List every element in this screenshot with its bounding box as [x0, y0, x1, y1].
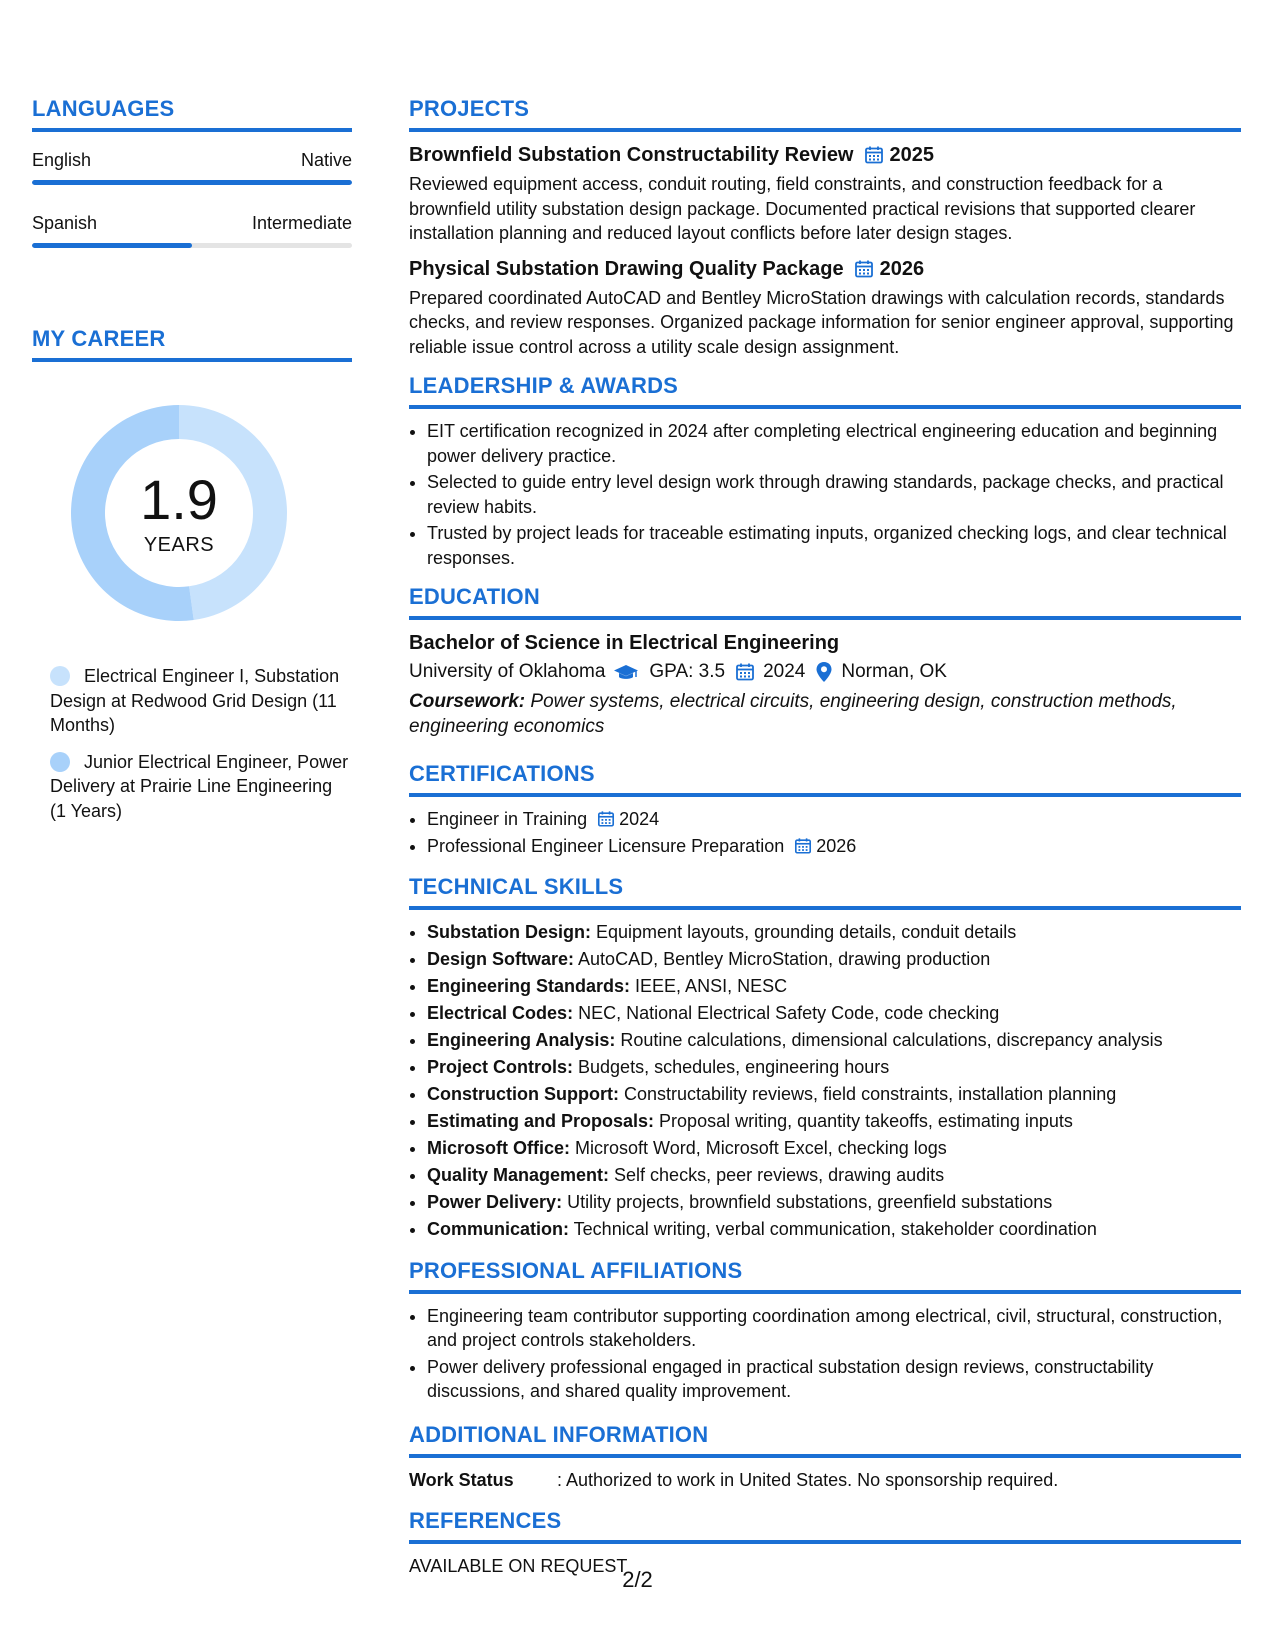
affiliations-rule	[409, 1290, 1241, 1294]
education-rule	[409, 616, 1241, 620]
skill-label: Engineering Standards:	[427, 976, 631, 996]
skill-item	[427, 1217, 1241, 1242]
project-description: Prepared coordinated AutoCAD and Bentley MicroStation drawings with calculation records, standards checks, and review responses. Organized package information for senior engineer approval, supporting reliable issue control across a utility scale design assignment.	[409, 287, 1234, 357]
language-item	[32, 211, 352, 248]
education-coursework	[409, 690, 1241, 739]
certifications-section	[409, 761, 1241, 858]
skill-label: Substation Design:	[427, 922, 592, 942]
project-name: Physical Substation Drawing Quality Package	[409, 257, 844, 280]
language-proficiency-bar	[32, 243, 352, 248]
career-item	[50, 664, 352, 738]
skill-label: Project Controls:	[427, 1057, 574, 1077]
leadership-heading: LEADERSHIP & AWARDS	[409, 373, 679, 398]
calendar-icon	[735, 662, 755, 682]
affiliations-section	[409, 1258, 1241, 1404]
certification-year: 2026	[816, 835, 857, 856]
coursework-text: Power systems, electrical circuits, engineering design, construction methods, engineering economics	[409, 691, 1177, 737]
skills-list	[409, 920, 1241, 1242]
leadership-item: • Trusted by project leads for traceable estimating inputs, organized checking logs, and clear technical responses.	[427, 521, 1241, 570]
references-heading: REFERENCES	[409, 1507, 562, 1533]
projects-section	[409, 96, 1241, 359]
leadership-section	[409, 373, 1241, 570]
skill-item	[427, 1136, 1241, 1161]
career-heading: MY CAREER	[32, 326, 166, 351]
education-heading: EDUCATION	[409, 584, 540, 609]
skill-item	[427, 1082, 1241, 1107]
skill-value: IEEE, ANSI, NESC	[630, 976, 788, 996]
certification-name: • Professional Engineer Licensure Preparation	[427, 835, 785, 856]
projects-rule	[409, 128, 1241, 132]
language-level: Native	[300, 150, 352, 170]
career-dot-icon	[50, 666, 70, 686]
skill-label: Quality Management:	[427, 1165, 610, 1185]
skill-value: Technical writing, verbal communication, stakeholder coordination	[569, 1219, 1097, 1239]
project-item	[409, 142, 1241, 246]
language-name: Spanish	[32, 213, 98, 233]
skill-value: Equipment layouts, grounding details, conduit details	[591, 922, 1017, 942]
skill-value: NEC, National Electrical Safety Code, code checking	[573, 1003, 1000, 1023]
certifications-rule	[409, 793, 1241, 797]
skill-item	[427, 1190, 1241, 1215]
skill-label: Design Software:	[427, 949, 575, 969]
education-section	[409, 584, 1241, 739]
page-number: 2/2	[622, 1567, 653, 1592]
right-column	[409, 96, 1241, 1578]
skill-label: Electrical Codes:	[427, 1003, 574, 1023]
education-degree: Bachelor of Science in Electrical Engineering	[409, 632, 840, 654]
certification-year: 2024	[619, 809, 660, 829]
calendar-icon	[794, 837, 812, 855]
career-list	[32, 664, 352, 823]
project-item	[409, 256, 1241, 360]
coursework-label: Coursework:	[409, 691, 526, 712]
work-status-value: : Authorized to work in United States. No sponsorship required.	[557, 1469, 1059, 1490]
career-item	[50, 750, 352, 824]
calendar-icon	[597, 810, 615, 828]
calendar-icon	[854, 259, 874, 279]
references-text: AVAILABLE ON REQUEST	[409, 1555, 628, 1576]
education-location: Norman, OK	[841, 661, 947, 682]
education-gpa: GPA: 3.5	[649, 661, 726, 682]
education-year: 2024	[763, 661, 806, 682]
project-year: 2025	[889, 144, 934, 166]
projects-heading: PROJECTS	[409, 96, 530, 121]
skill-value: AutoCAD, Bentley MicroStation, drawing production	[574, 949, 991, 969]
career-total-value: 1.9	[140, 468, 218, 531]
skill-value: Budgets, schedules, engineering hours	[573, 1057, 890, 1077]
location-pin-icon	[815, 661, 833, 683]
skill-label: Microsoft Office:	[427, 1138, 571, 1158]
language-level: Intermediate	[251, 213, 352, 233]
left-column	[32, 96, 352, 835]
languages-rule	[32, 128, 352, 132]
skill-label: Construction Support:	[427, 1084, 619, 1104]
skill-item	[427, 1109, 1241, 1134]
skill-label: Estimating and Proposals:	[427, 1111, 655, 1131]
leadership-item: • EIT certification recognized in 2024 after completing electrical engineering education and beginning power delivery practice.	[427, 419, 1241, 468]
career-section	[32, 326, 352, 823]
skill-value: Microsoft Word, Microsoft Excel, checking logs	[570, 1138, 947, 1158]
additional-section	[409, 1422, 1241, 1492]
affiliation-item: • Engineering team contributor supporting coordination among electrical, civil, structural, construction, and project controls stakeholders.	[427, 1304, 1241, 1353]
skill-value: Constructability reviews, field constraints, installation planning	[618, 1084, 1117, 1104]
project-year: 2026	[879, 257, 925, 280]
career-rule	[32, 358, 352, 362]
skill-label: Power Delivery:	[427, 1192, 563, 1212]
affiliation-item: • Power delivery professional engaged in practical substation design reviews, constructability discussions, and shared quality improvement.	[427, 1355, 1241, 1404]
career-item-text: Junior Electrical Engineer, Power Delivery at Prairie Line Engineering (1 Years)	[50, 751, 349, 821]
language-name: English	[32, 150, 92, 170]
leadership-rule	[409, 405, 1241, 409]
language-proficiency-fill	[32, 243, 192, 248]
calendar-icon	[864, 145, 884, 165]
leadership-item: • Selected to guide entry level design work through drawing standards, package checks, and practical review habits.	[427, 470, 1241, 519]
project-description: Reviewed equipment access, conduit routing, field constraints, and construction feedback for a brownfield utility substation design package. Documented practical revisions that supported clearer installation planning and reduced layout conflicts before later design stages.	[409, 174, 1196, 243]
skill-item	[427, 1163, 1241, 1188]
skill-value: Proposal writing, quantity takeoffs, estimating inputs	[654, 1111, 1073, 1131]
skill-item	[427, 1055, 1241, 1080]
skill-value: Routine calculations, dimensional calculations, discrepancy analysis	[615, 1030, 1163, 1050]
language-proficiency-bar	[32, 180, 352, 185]
additional-heading: ADDITIONAL INFORMATION	[409, 1421, 709, 1447]
career-item-text: Electrical Engineer I, Substation Design at Redwood Grid Design (11 Months)	[50, 666, 340, 735]
skill-item	[427, 947, 1241, 972]
career-donut	[66, 400, 292, 626]
education-school: University of Oklahoma	[409, 661, 606, 682]
work-status-label: Work Status	[409, 1469, 514, 1490]
references-rule	[409, 1540, 1241, 1544]
certifications-heading: CERTIFICATIONS	[409, 761, 595, 786]
skill-label: Communication:	[427, 1219, 569, 1239]
skill-item	[427, 1028, 1241, 1053]
certification-item	[427, 834, 1241, 859]
language-proficiency-fill	[32, 180, 352, 185]
skills-heading: TECHNICAL SKILLS	[409, 874, 624, 899]
education-meta	[409, 658, 1241, 686]
skill-item	[427, 1001, 1241, 1026]
languages-heading: LANGUAGES	[32, 96, 175, 121]
skill-value: Self checks, peer reviews, drawing audits	[609, 1165, 945, 1185]
work-status-row	[409, 1468, 1241, 1492]
certification-name: • Engineer in Training	[427, 809, 588, 829]
graduation-cap-icon	[613, 662, 639, 682]
skill-item	[427, 920, 1241, 945]
skill-label: Engineering Analysis:	[427, 1030, 616, 1050]
skills-section	[409, 874, 1241, 1242]
career-dot-icon	[50, 752, 70, 772]
skills-rule	[409, 906, 1241, 910]
language-item	[32, 148, 352, 185]
affiliations-heading: PROFESSIONAL AFFILIATIONS	[409, 1257, 743, 1283]
additional-rule	[409, 1454, 1241, 1458]
career-total-unit: YEARS	[143, 534, 215, 556]
skill-item	[427, 974, 1241, 999]
skill-value: Utility projects, brownfield substations, greenfield substations	[562, 1192, 1053, 1212]
certification-item	[427, 807, 1241, 832]
project-name: Brownfield Substation Constructability Review	[409, 144, 854, 166]
